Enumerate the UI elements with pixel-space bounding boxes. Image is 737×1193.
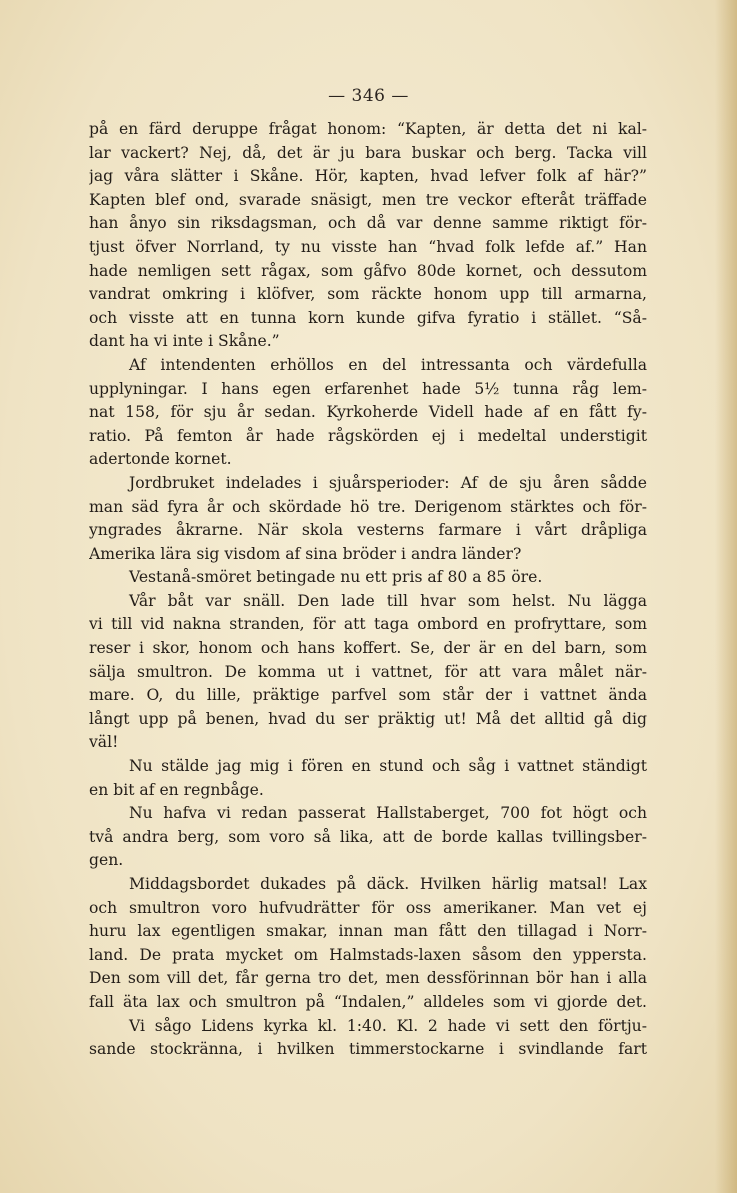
- text-line: Vestanå-smöret betingade nu ett pris af 80 a 85 öre.: [129, 568, 543, 587]
- text-line: Nu hafva vi redan passerat Hallstaberget, 700 fot högt och: [129, 804, 647, 823]
- text-line: Vi sågo Lidens kyrka kl. 1:40. Kl. 2 hade vi sett den förtju-: [129, 1016, 647, 1035]
- text-line: långt upp på benen, hvad du ser präktig ut! Må det alltid gå dig: [89, 709, 647, 728]
- text-line: jag våra slätter i Skåne. Hör, kapten, hvad lefver folk af här?”: [89, 167, 647, 186]
- text-line: huru lax egentligen smakar, innan man fått den tillagad i Norr-: [89, 922, 647, 941]
- text-line: fall äta lax och smultron på “Indalen,” alldeles som vi gjorde det.: [89, 992, 647, 1011]
- text-line: Jordbruket indelades i sjuårsperioder: Af de sju åren sådde: [129, 473, 647, 492]
- text-line: Middagsbordet dukades på däck. Hvilken härlig matsal! Lax: [129, 875, 647, 893]
- text-line: Den som vill det, får gerna tro det, men dessförinnan bör han i alla: [89, 969, 647, 988]
- text-line: Kapten blef ond, svarade snäsigt, men tre veckor efteråt träffade: [89, 190, 647, 209]
- text-line: en bit af en regnbåge.: [89, 780, 264, 799]
- text-line: reser i skor, honom och hans koffert. Se, der är en del barn, som: [89, 639, 647, 658]
- text-line: Vår båt var snäll. Den lade till hvar som helst. Nu lägga: [129, 591, 647, 610]
- text-line: nat 158, för sju år sedan. Kyrkoherde Videll hade af en fått fy-: [89, 403, 647, 422]
- page-number: — 346 —: [328, 86, 409, 106]
- text-line: tjust öfver Norrland, ty nu visste han “hvad folk lefde af.” Han: [89, 237, 647, 256]
- text-line: hade nemligen sett rågax, som gåfvo 80de kornet, och dessutom: [89, 261, 647, 280]
- text-line: ratio. På femton år hade rågskörden ej i medeltal understigit: [89, 426, 647, 445]
- text-line: han ånyo sin riksdagsman, och då var denne samme riktigt för-: [89, 214, 647, 233]
- text-line: vi till vid nakna stranden, för att taga ombord en profryttare, som: [89, 615, 647, 634]
- text-line: på en färd deruppe frågat honom: “Kapten, är detta det ni kal-: [89, 120, 647, 138]
- text-line: och smultron voro hufvudrätter för oss amerikaner. Man vet ej: [89, 898, 647, 917]
- text-line: upplyningar. I hans egen erfarenhet hade 5½ tunna råg lem-: [89, 379, 647, 398]
- text-line: sälja smultron. De komma ut i vattnet, för att vara målet när-: [89, 662, 647, 681]
- text-line: Amerika lära sig visdom af sina bröder i andra länder?: [89, 544, 522, 563]
- text-line: lar vackert? Nej, då, det är ju bara buskar och berg. Tacka vill: [89, 143, 647, 162]
- text-line: Af intendenten erhöllos en del intressanta och värdefulla: [129, 355, 647, 374]
- text-line: sande stockränna, i hvilken timmerstockarne i svindlande fart: [89, 1040, 647, 1059]
- text-line: gen.: [89, 851, 124, 870]
- text-line: väl!: [89, 733, 119, 752]
- text-line: land. De prata mycket om Halmstads-laxen såsom den yppersta.: [89, 945, 647, 964]
- text-line: Nu stälde jag mig i fören en stund och såg i vattnet ständigt: [129, 757, 647, 776]
- text-line: dant ha vi inte i Skåne.”: [89, 332, 280, 351]
- text-line: man säd fyra år och skördade hö tre. Derigenom stärktes och för-: [89, 497, 647, 516]
- text-line: mare. O, du lille, präktige parfvel som står der i vattnet ända: [89, 686, 647, 705]
- text-line: yngrades åkrarne. När skola vesterns farmare i vårt dråpliga: [89, 521, 647, 540]
- text-line: två andra berg, som voro så lika, att de borde kallas tvillingsber-: [89, 827, 647, 846]
- page-edge-shadow: [715, 0, 737, 1193]
- text-line: vandrat omkring i klöfver, som räckte honom upp till armarna,: [89, 285, 647, 304]
- body-text: [89, 118, 647, 1062]
- text-line: adertonde kornet.: [89, 450, 232, 469]
- text-line: och visste att en tunna korn kunde gifva fyratio i stället. “Så-: [89, 308, 647, 327]
